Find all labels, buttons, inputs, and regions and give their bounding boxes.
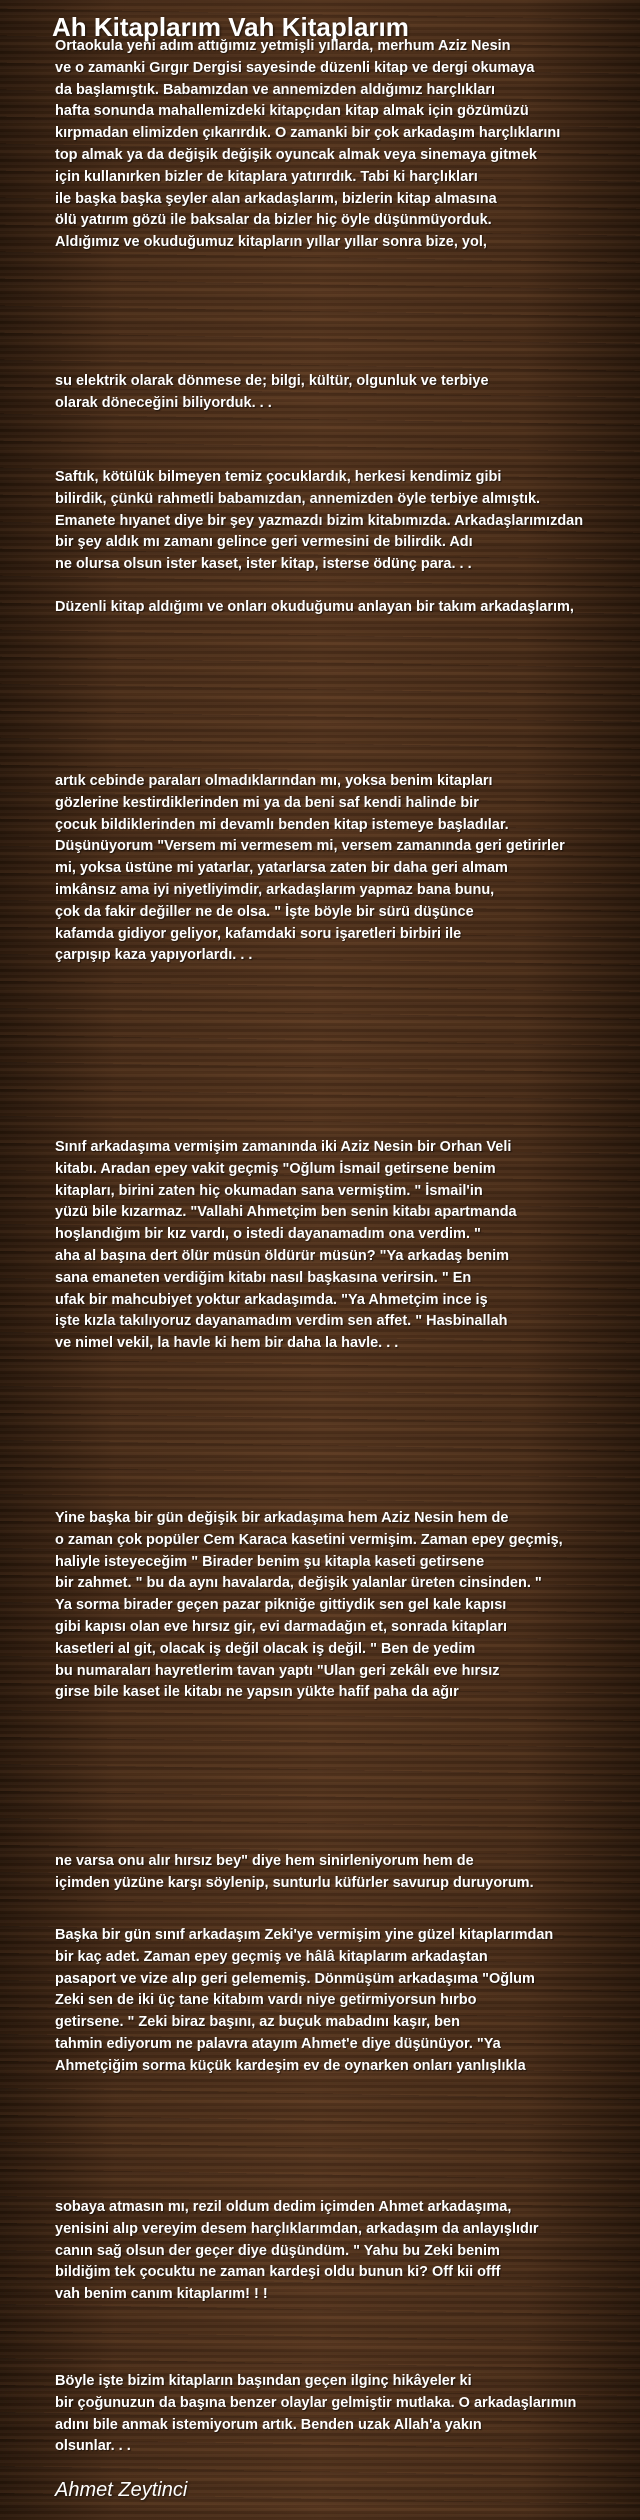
text-line: ne varsa onu alır hırsız bey" diye hem sinirleniyorum hem de: [55, 1853, 474, 1869]
paragraph: [55, 1508, 635, 1704]
text-line: artık cebinde paraları olmadıklarından mı, yoksa benim kitapları: [55, 773, 493, 789]
text-line: çok da fakir değiller ne de olsa. " İşte böyle bir sürü düşünce: [55, 903, 474, 920]
paragraph: [55, 2371, 635, 2458]
text-line: adını bile anmak istemiyorum artık. Benden uzak Allah'a yakın: [55, 2416, 482, 2433]
text-line: Sınıf arkadaşıma vermişim zamanında iki Aziz Nesin bir Orhan Veli: [55, 1139, 512, 1155]
text-line: Ya sorma birader geçen pazar pikniğe gittiydik sen gel kale kapısı: [55, 1597, 507, 1614]
text-line: sobaya atmasın mı, rezil oldum dedim içimden Ahmet arkadaşıma,: [55, 2199, 512, 2215]
text-line: çocuk bildiklerinden mi devamlı benden kitap istemeye başladılar.: [55, 816, 509, 833]
text-line: hoşlandığım bir kız vardı, o istedi dayanamadım ona verdim. ": [55, 1226, 481, 1243]
text-line: gözlerine kestirdiklerinden mi ya da beni saf kendi halinde bir: [55, 794, 479, 811]
text-line: ne olursa olsun ister kaset, ister kitap, isterse ödünç para. . .: [55, 556, 472, 573]
text-line: ölü yatırım gözü ile baksalar da bizler hiç öyle düşünmüyorduk.: [55, 212, 492, 229]
text-line: olsunlar. . .: [55, 2438, 131, 2455]
text-line: bir kaç adet. Zaman epey geçmiş ve hâlâ kitaplarım arkadaştan: [55, 1948, 488, 1965]
text-line: kitabı. Aradan epey vakit geçmiş "Oğlum İsmail getirsene benim: [55, 1160, 496, 1177]
text-line: bir şey aldık mı zamanı gelince geri vermesini de bilirdik. Adı: [55, 534, 473, 551]
text-line: kafamda gidiyor geliyor, kafamdaki soru işaretleri birbiri ile: [55, 925, 462, 942]
text-line: o zaman çok popüler Cem Karaca kasetini vermişim. Zaman epey geçmiş,: [55, 1531, 563, 1548]
text-line: Başka bir gün sınıf arkadaşım Zeki'ye vermişim yine güzel kitaplarımdan: [55, 1927, 554, 1943]
paragraph: [55, 467, 635, 576]
text-line: Düşünüyorum "Versem mi vermesem mi, versem zamanında geri getirirler: [55, 838, 565, 855]
text-line: işte kızla takılıyoruz dayanamadım verdim sen affet. " Hasbinallah: [55, 1313, 508, 1330]
paragraph: [55, 597, 635, 619]
text-line: kasetleri al git, olacak iş değil olacak iş değil. " Ben de yedim: [55, 1640, 476, 1657]
text-line: ufak bir mahcubiyet yoktur arkadaşımda. "Ya Ahmetçim ince iş: [55, 1291, 488, 1308]
text-line: bilirdik, çünkü rahmetli babamızdan, annemizden öyle terbiye almıştık.: [55, 490, 541, 507]
poem-title: Ah Kitaplarım Vah Kitaplarım: [52, 12, 409, 42]
text-line: pasaport ve vize alıp geri gelememiş. Dönmüşüm arkadaşıma "Oğlum: [55, 1970, 535, 1987]
text-line: tahmin ediyorum ne palavra atayım Ahmet'e diye düşünüyor. "Ya: [55, 2035, 501, 2052]
paragraph: [55, 36, 635, 254]
text-line: ve o zamanki Gırgır Dergisi sayesinde düzenli kitap ve dergi okumaya: [55, 59, 535, 76]
text-line: Emanete hıyanet diye bir şey yazmazdı bizim kitabımızda. Arkadaşlarımızdan: [55, 512, 584, 529]
text-line: Zeki sen de iki üç tane kitabım vardı niye getirmiyorsun hırbo: [55, 1992, 477, 2009]
text-line: sana emaneten verdiğim kitabı nasıl başkasına verirsin. " En: [55, 1269, 472, 1286]
text-line: da başlamıştık. Babamızdan ve annemizden aldığımız harçlıkları: [55, 81, 495, 98]
text-line: canın sağ olsun der geçer diye düşündüm. " Yahu bu Zeki benim: [55, 2242, 500, 2259]
text-line: kırpmadan elimizden çıkarırdık. O zamanki bir çok arkadaşım harçlıklarını: [55, 125, 561, 142]
text-line: Yine başka bir gün değişik bir arkadaşıma hem Aziz Nesin hem de: [55, 1510, 509, 1526]
paragraph: [55, 1851, 635, 1895]
text-line: bir zahmet. " bu da aynı havalarda, değişik yalanlar üreten cinsinden. ": [55, 1575, 542, 1592]
text-line: vah benim canım kitaplarım! ! !: [55, 2286, 268, 2303]
paragraph: [55, 371, 635, 415]
text-line: hafta sonunda mahallemizdeki kitapçıdan kitap almak için gözümüzü: [55, 103, 529, 120]
paragraph: [55, 1925, 635, 2078]
text-line: ile başka başka şeyler alan arkadaşlarım, bizlerin kitap almasına: [55, 190, 497, 207]
text-line: kitapları, birini zaten hiç okumadan sana vermiştim. " İsmail'in: [55, 1182, 483, 1199]
text-line: Saftık, kötülük bilmeyen temiz çocuklardık, herkesi kendimiz gibi: [55, 469, 502, 485]
text-line: bu numaraları hayretlerim tavan yaptı "Ulan geri zekâlı eve hırsız: [55, 1662, 500, 1679]
text-line: içimden yüzüne karşı söylenip, sunturlu küfürler savurup duruyorum.: [55, 1874, 534, 1891]
text-line: için kullanırken bizler de kitaplara yatırırdık. Tabi ki harçlıkları: [55, 168, 478, 185]
text-line: Ortaokula yeni adım attığımız yetmişli yıllarda, merhum Aziz Nesin: [55, 38, 511, 54]
paragraph: [55, 1137, 635, 1355]
text-line: yüzü bile kızarmaz. "Vallahi Ahmetçim ben senin kitabı apartmanda: [55, 1204, 517, 1221]
text-line: olarak döneceğini biliyorduk. . .: [55, 394, 272, 411]
text-line: gibi kapısı olan eve hırsız gir, evi darmadağın et, sonrada kitapları: [55, 1618, 508, 1635]
text-line: getirsene. " Zeki biraz başını, az buçuk mabadını kaşır, ben: [55, 2014, 460, 2031]
text-line: aha al başına dert ölür müsün öldürür müsün? "Ya arkadaş benim: [55, 1247, 510, 1264]
text-line: imkânsız ama iyi niyetliyimdir, arkadaşlarım yapmaz bana bunu,: [55, 881, 495, 898]
text-line: haliyle isteyeceğim " Birader benim şu kitapla kaseti getirsene: [55, 1553, 485, 1570]
paragraph: [55, 2197, 635, 2306]
author-name: Ahmet Zeytinci: [55, 2479, 188, 2501]
text-line: Böyle işte bizim kitapların başından geçen ilginç hikâyeler ki: [55, 2373, 472, 2389]
paragraph: [55, 771, 635, 967]
text-line: yenisini alıp vereyim desem harçlıklarımdan, arkadaşım da anlayışlıdır: [55, 2220, 539, 2237]
text-line: top almak ya da değişik değişik oyuncak almak veya sinemaya gitmek: [55, 146, 537, 163]
text-line: Düzenli kitap aldığımı ve onları okuduğumu anlayan bir takım arkadaşlarım,: [55, 599, 574, 615]
text-line: Ahmetçiğim sorma küçük kardeşim ev de oynarken onları yanlışlıkla: [55, 2057, 526, 2074]
text-line: bildiğim tek çocuktu ne zaman kardeşi oldu bunun ki? Off kii offf: [55, 2264, 501, 2281]
text-line: girse bile kaset ile kitabı ne yapsın yükte hafif paha da ağır: [55, 1684, 459, 1701]
text-line: bir çoğunuzun da başına benzer olaylar gelmiştir mutlaka. O arkadaşlarımın: [55, 2394, 577, 2411]
text-line: ve nimel vekil, la havle ki hem bir daha la havle. . .: [55, 1335, 399, 1352]
text-line: su elektrik olarak dönmese de; bilgi, kültür, olgunluk ve terbiye: [55, 373, 489, 389]
text-line: çarpışıp kaza yapıyorlardı. . .: [55, 947, 253, 964]
text-line: Aldığımız ve okuduğumuz kitapların yıllar yıllar sonra bize, yol,: [55, 234, 487, 251]
text-line: mi, yoksa üstüne mi yatarlar, yatarlarsa zaten bir daha geri almam: [55, 860, 508, 877]
